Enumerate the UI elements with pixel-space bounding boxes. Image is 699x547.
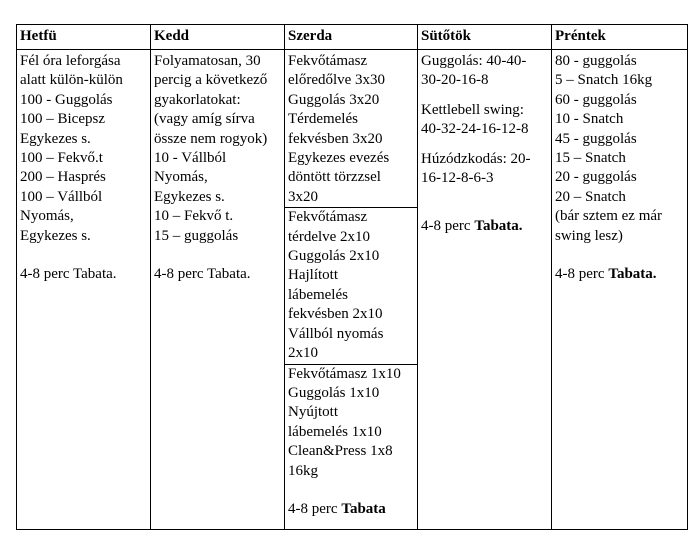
text-line: 80 - guggolás bbox=[555, 53, 637, 69]
tabata-bold: Tabata bbox=[341, 501, 386, 518]
tabata-prefix: 4-8 perc bbox=[421, 218, 475, 235]
text-line: 10 - Vállból bbox=[154, 150, 227, 167]
text-line: Vállból nyomás bbox=[288, 325, 384, 342]
wednesday-block-3 bbox=[285, 365, 417, 520]
text-line: Kettlebell swing: bbox=[421, 101, 524, 118]
text-line: előredőlve 3x30 bbox=[288, 72, 386, 89]
text-line: alatt külön-külön bbox=[20, 72, 123, 89]
text-line: 5 – Snatch 16kg bbox=[555, 72, 653, 89]
text-line: Nyomás, bbox=[20, 208, 74, 225]
text-line: Egykezes s. bbox=[20, 130, 91, 147]
tabata-note: 4-8 perc Tabata. bbox=[154, 266, 251, 283]
text-line: (vagy amíg sírva bbox=[154, 111, 255, 128]
text-line: fekvésben 3x20 bbox=[288, 130, 383, 147]
text-line: 100 - Guggolás bbox=[20, 91, 113, 108]
text-line: 30-20-16-8 bbox=[421, 72, 489, 89]
header-friday: Préntek bbox=[552, 25, 688, 50]
text-line: döntött törzzsel bbox=[288, 169, 381, 186]
tabata-note bbox=[555, 265, 684, 284]
text-line: Hajlított bbox=[288, 267, 338, 284]
text-line: Guggolás 3x20 bbox=[288, 91, 380, 108]
text-line: 2x10 bbox=[288, 345, 318, 362]
tabata-note bbox=[421, 217, 548, 236]
header-row bbox=[17, 25, 688, 50]
text-line: Térdemelés bbox=[288, 111, 358, 128]
text-line: Fekvőtámasz bbox=[288, 53, 368, 69]
text-line: gyakorlatokat: bbox=[154, 91, 241, 108]
tabata-prefix: 4-8 perc bbox=[555, 266, 609, 283]
text-line: Clean&Press 1x8 bbox=[288, 443, 393, 460]
text-line: 45 - guggolás bbox=[555, 130, 637, 147]
text-line: 10 - Snatch bbox=[555, 111, 624, 128]
header-wednesday: Szerda bbox=[285, 25, 418, 50]
cell-thursday bbox=[418, 50, 552, 530]
text-line: térdelve 2x10 bbox=[288, 228, 371, 245]
text-line: 100 – Fekvő.t bbox=[20, 150, 103, 167]
text-line: 100 – Vállból bbox=[20, 188, 103, 205]
text-line: Egykezes s. bbox=[154, 188, 225, 205]
text-line: 15 – Snatch bbox=[555, 150, 626, 167]
text-line: Folyamatosan, 30 bbox=[154, 53, 261, 69]
text-line: Guggolás 2x10 bbox=[288, 248, 380, 265]
header-thursday: Sütőtök bbox=[418, 25, 552, 50]
header-tuesday: Kedd bbox=[151, 25, 285, 50]
text-line: Fél óra leforgása bbox=[20, 53, 121, 69]
text-line: 16-12-8-6-3 bbox=[421, 170, 494, 187]
cell-friday bbox=[552, 50, 688, 530]
cell-tuesday bbox=[151, 50, 285, 530]
text-line: 40-32-24-16-12-8 bbox=[421, 121, 529, 138]
tabata-bold: Tabata. bbox=[608, 266, 657, 283]
text-line: Egykezes s. bbox=[20, 227, 91, 244]
tabata-note bbox=[288, 500, 414, 519]
text-line: Nyújtott bbox=[288, 404, 339, 421]
text-line: Húzódzkodás: 20- bbox=[421, 150, 531, 167]
text-line: Guggolás: 40-40- bbox=[421, 53, 527, 69]
text-line: össze nem rogyok) bbox=[154, 130, 268, 147]
text-line: lábemelés bbox=[288, 286, 348, 303]
text-line: 60 - guggolás bbox=[555, 91, 637, 108]
text-line: Fekvőtámasz 1x10 bbox=[288, 365, 401, 382]
wednesday-block-2 bbox=[285, 208, 417, 364]
text-line: percig a következő bbox=[154, 72, 268, 89]
text-line: 16kg bbox=[288, 462, 318, 479]
cell-monday bbox=[17, 50, 151, 530]
text-line: Nyomás, bbox=[154, 169, 208, 186]
text-line: fekvésben 2x10 bbox=[288, 306, 383, 323]
text-line: 100 – Bicepsz bbox=[20, 111, 105, 128]
text-line: 3x20 bbox=[288, 188, 318, 205]
wednesday-block-1 bbox=[285, 52, 417, 208]
text-line: 10 – Fekvő t. bbox=[154, 208, 234, 225]
text-line: 15 – guggolás bbox=[154, 227, 239, 244]
tabata-bold: Tabata. bbox=[474, 218, 523, 235]
cell-wednesday bbox=[285, 50, 418, 530]
text-line: (bár sztem ez már bbox=[555, 208, 663, 225]
workout-table bbox=[16, 24, 688, 530]
header-monday: Hetfü bbox=[17, 25, 151, 50]
text-line: 20 – Snatch bbox=[555, 188, 626, 205]
text-line: Fekvőtámasz bbox=[288, 209, 368, 226]
content-row bbox=[17, 50, 688, 530]
text-line: lábemelés 1x10 bbox=[288, 423, 382, 440]
text-line: Egykezes evezés bbox=[288, 150, 390, 167]
tabata-prefix: 4-8 perc bbox=[288, 501, 342, 518]
text-line: 20 - guggolás bbox=[555, 169, 637, 186]
text-line: Guggolás 1x10 bbox=[288, 384, 380, 401]
text-line: swing lesz) bbox=[555, 227, 623, 244]
tabata-note: 4-8 perc Tabata. bbox=[20, 266, 117, 283]
text-line: 200 – Hasprés bbox=[20, 169, 106, 186]
